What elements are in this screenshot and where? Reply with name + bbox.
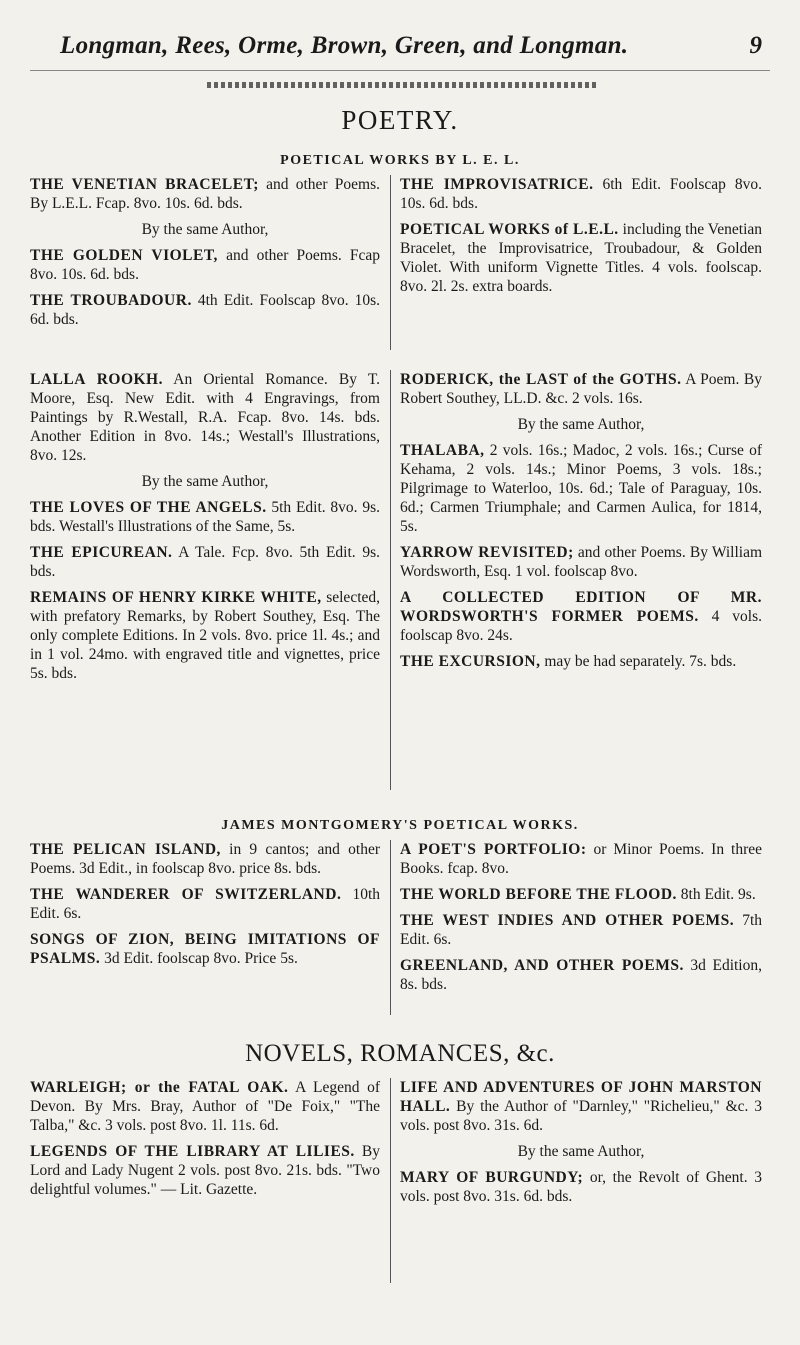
entry (30, 930, 380, 968)
entry-body: or Minor Poems. In three Books. fcap. 8vo. (400, 841, 763, 877)
entry-title: THE LOVES OF THE ANGELS. (30, 499, 267, 516)
entry-body: and other Poems. By L.E.L. Fcap. 8vo. 10s. 6d. bds. (30, 176, 380, 212)
column-divider (390, 840, 391, 1015)
group3-left (30, 840, 380, 975)
entry-title: LEGENDS OF THE LIBRARY AT LILIES. (30, 1143, 355, 1160)
entry-title: THE TROUBADOUR. (30, 292, 192, 309)
entry (30, 885, 380, 923)
entry-body: By Lord and Lady Nugent 2 vols. post 8vo. 21s. bds. "Two delightful volumes." — Lit. Gazette. (30, 1143, 380, 1198)
entry (30, 840, 380, 878)
column-divider (390, 370, 391, 790)
entry-title: THE IMPROVISATRICE. (400, 176, 594, 193)
entry (400, 543, 762, 581)
entry-body: 4th Edit. Foolscap 8vo. 10s. 6d. bds. (30, 292, 381, 328)
entry (400, 441, 762, 536)
entry (30, 1142, 380, 1199)
entry-title: WARLEIGH; or the FATAL OAK. (30, 1079, 289, 1096)
entry-title: POETICAL WORKS of L.E.L. (400, 221, 619, 238)
byline: By the same Author, (517, 1143, 645, 1160)
entry (400, 911, 762, 949)
entry-title: A POET'S PORTFOLIO: (400, 841, 587, 858)
entry (30, 246, 380, 284)
entry (400, 370, 762, 408)
entry-title: THE PELICAN ISLAND, (30, 841, 221, 858)
entry (30, 1078, 380, 1135)
group4-heading: NOVELS, ROMANCES, &c. (245, 1040, 555, 1067)
entry-body: in 9 cantos; and other Poems. 3d Edit., in foolscap 8vo. price 8s. bds. (30, 841, 380, 877)
entry (400, 956, 762, 994)
entry (30, 498, 380, 536)
entry (400, 588, 762, 645)
decorative-rule (207, 82, 599, 88)
entry (30, 370, 380, 465)
running-header (30, 30, 770, 71)
byline: By the same Author, (517, 416, 645, 433)
section-title: POETRY. (341, 105, 459, 135)
entry-body: 3d Edit. foolscap 8vo. Price 5s. (104, 950, 298, 967)
byline: By the same Author, (141, 221, 269, 238)
entry-body: 6th Edit. Foolscap 8vo. 10s. 6d. bds. (400, 176, 763, 212)
entry-body: 3d Edition, 8s. bds. (400, 957, 762, 993)
entry-title: A COLLECTED EDITION OF MR. WORDSWORTH'S FORMER POEMS. (400, 589, 762, 625)
group4-left (30, 1078, 380, 1206)
entry-title: YARROW REVISITED; (400, 544, 574, 561)
group3-right (400, 840, 762, 1001)
group4-right (400, 1078, 762, 1213)
entry-body: 4 vols. foolscap 8vo. 24s. (400, 608, 762, 644)
group2-right (400, 370, 762, 678)
group3-heading: JAMES MONTGOMERY'S POETICAL WORKS. (221, 818, 579, 833)
page-number: 9 (749, 32, 762, 59)
entry-title: GREENLAND, AND OTHER POEMS. (400, 957, 684, 974)
entry (30, 543, 380, 581)
entry-title: THALABA, (400, 442, 485, 459)
entry-body: A Poem. By Robert Southey, LL.D. &c. 2 vols. 16s. (400, 371, 762, 407)
column-divider (390, 1078, 391, 1283)
entry-title: THE WANDERER OF SWITZERLAND. (30, 886, 342, 903)
entry (30, 291, 380, 329)
entry (400, 885, 762, 904)
entry-body: or, the Revolt of Ghent. 3 vols. post 8vo. 31s. 6d. bds. (400, 1169, 763, 1205)
entry (400, 175, 762, 213)
entry-title: REMAINS OF HENRY KIRKE WHITE, (30, 589, 322, 606)
entry-body: may be had separately. 7s. bds. (544, 653, 737, 670)
page (30, 30, 770, 1205)
running-title: Longman, Rees, Orme, Brown, Green, and Longman. (60, 32, 629, 59)
entry-body: An Oriental Romance. By T. Moore, Esq. New Edit. with 4 Engravings, from Paintings by R.Westall, R.A. Fcap. 8vo. 14s. bds. Another Edition in 8vo. 14s.; Westall's Illustrations, 8vo. 12s. (30, 371, 381, 464)
group1-heading: POETICAL WORKS BY L. E. L. (280, 153, 520, 168)
entry-title: THE EPICUREAN. (30, 544, 173, 561)
entry (400, 1078, 762, 1135)
entry (400, 1168, 762, 1206)
entry-body: selected, with prefatory Remarks, by Robert Southey, Esq. The only complete Editions. In 2 vols. 8vo. price 1l. 4s.; and in 1 vol. 24mo. with engraved title and vignettes, price 5s. bds. (30, 589, 381, 682)
entry-title: SONGS OF ZION, BEING IMITATIONS OF PSALMS. (30, 931, 380, 967)
group2-left (30, 370, 380, 690)
entry-title: RODERICK, the LAST of the GOTHS. (400, 371, 682, 388)
group1-right (400, 175, 762, 303)
byline: By the same Author, (141, 473, 269, 490)
entry-body: 5th Edit. 8vo. 9s. bds. Westall's Illustrations of the Same, 5s. (30, 499, 380, 535)
entry-body: 8th Edit. 9s. (680, 886, 756, 903)
entry-body: and other Poems. Fcap 8vo. 10s. 6d. bds. (30, 247, 381, 283)
entry (30, 588, 380, 683)
entry-body: 2 vols. 16s.; Madoc, 2 vols. 16s.; Curse of Kehama, 2 vols. 14s.; Minor Poems, 3 vols. 18s.; Pilgrimage to Waterloo, 10s. 6d.; Tale of Paraguay, 10s. 6d.; Carmen Triumphale; and Carmen Aulica, for 1814, 5s. (400, 442, 763, 535)
entry-body: and other Poems. By William Wordsworth, Esq. 1 vol. foolscap 8vo. (400, 544, 763, 580)
entry (30, 175, 380, 213)
entry (400, 220, 762, 296)
group1-left (30, 175, 380, 336)
entry-body: A Legend of Devon. By Mrs. Bray, Author of "De Foix," "The Talba," &c. 3 vols. post 8vo. 1l. 11s. 6d. (30, 1079, 380, 1134)
entry-title: LALLA ROOKH. (30, 371, 163, 388)
column-divider (390, 175, 391, 350)
entry (400, 652, 762, 671)
entry-title: THE WORLD BEFORE THE FLOOD. (400, 886, 677, 903)
entry (400, 840, 762, 878)
entry-title: THE EXCURSION, (400, 653, 541, 670)
entry-title: THE VENETIAN BRACELET; (30, 176, 259, 193)
entry-title: LIFE AND ADVENTURES OF JOHN MARSTON HALL. (400, 1079, 762, 1115)
entry-body: By the Author of "Darnley," "Richelieu," &c. 3 vols. post 8vo. 31s. 6d. (400, 1098, 762, 1134)
entry-body: 7th Edit. 6s. (400, 912, 763, 948)
entry-body: A Tale. Fcp. 8vo. 5th Edit. 9s. bds. (30, 544, 380, 580)
entry-title: MARY OF BURGUNDY; (400, 1169, 584, 1186)
entry-body: 10th Edit. 6s. (30, 886, 381, 922)
entry-body: including the Venetian Bracelet, the Improvisatrice, Troubadour, & Golden Violet. With uniform Vignette Titles. 4 vols. foolscap. 8vo. 2l. 2s. extra boards. (400, 221, 763, 295)
entry-title: THE WEST INDIES AND OTHER POEMS. (400, 912, 735, 929)
entry-title: THE GOLDEN VIOLET, (30, 247, 218, 264)
